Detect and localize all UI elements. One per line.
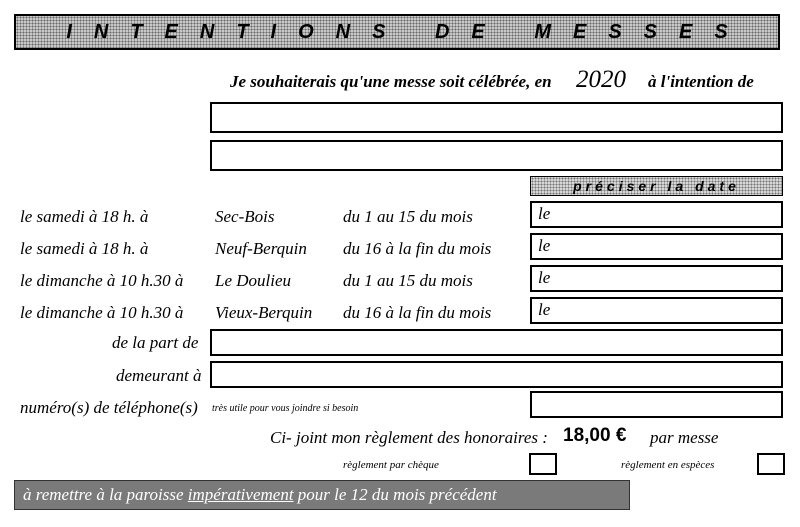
from-field[interactable] (210, 329, 783, 356)
mass-day: le dimanche à 10 h.30 à (20, 303, 184, 322)
mass-day: le samedi à 18 h. à (20, 239, 149, 258)
mass-period: du 1 au 15 du mois (343, 271, 473, 290)
footer-instruction (14, 480, 630, 510)
intro-text: Je souhaiterais qu'une messe soit célébrée, en (230, 72, 552, 91)
date-header-label: préciser la date (573, 178, 740, 194)
intro-year: 2020 (576, 66, 626, 93)
date-field[interactable]: le (530, 297, 783, 324)
address-label: demeurant à (116, 366, 202, 385)
cash-checkbox[interactable] (757, 453, 785, 475)
intention-field-1[interactable] (210, 102, 783, 133)
mass-period: du 1 au 15 du mois (343, 207, 473, 226)
payment-per: par messe (650, 428, 719, 447)
page-title: INTENTIONS DE MESSES (66, 20, 750, 43)
footer-emphasis: impérativement (187, 485, 294, 504)
cheque-checkbox[interactable] (529, 453, 557, 475)
mass-place: Neuf-Berquin (215, 239, 307, 258)
mass-day: le dimanche à 10 h.30 à (20, 271, 184, 290)
mass-period: du 16 à la fin du mois (343, 239, 492, 258)
intro-suffix: à l'intention de (648, 72, 754, 91)
payment-amount: 18,00 € (563, 425, 627, 446)
mass-place: Sec-Bois (215, 207, 275, 226)
mass-period: du 16 à la fin du mois (343, 303, 492, 322)
phone-note: très utile pour vous joindre si besoin (212, 403, 359, 414)
mass-place: Vieux-Berquin (215, 303, 313, 322)
title-banner (14, 14, 780, 50)
cash-label: règlement en espèces (621, 459, 715, 471)
footer-part2: pour le 12 du mois précédent (297, 485, 497, 504)
date-field[interactable]: le (530, 201, 783, 228)
from-label: de la part de (112, 333, 199, 352)
mass-place: Le Doulieu (215, 271, 292, 290)
phone-label: numéro(s) de téléphone(s) (20, 398, 198, 417)
mass-day: le samedi à 18 h. à (20, 207, 149, 226)
date-field[interactable]: le (530, 233, 783, 260)
date-header (530, 176, 783, 196)
payment-text: Ci- joint mon règlement des honoraires : (270, 428, 548, 447)
phone-field[interactable] (530, 391, 783, 418)
address-field[interactable] (210, 361, 783, 388)
date-field[interactable]: le (530, 265, 783, 292)
footer-part1: à remettre à la paroisse (23, 485, 184, 504)
intention-field-2[interactable] (210, 140, 783, 171)
cheque-label: règlement par chèque (343, 459, 439, 471)
